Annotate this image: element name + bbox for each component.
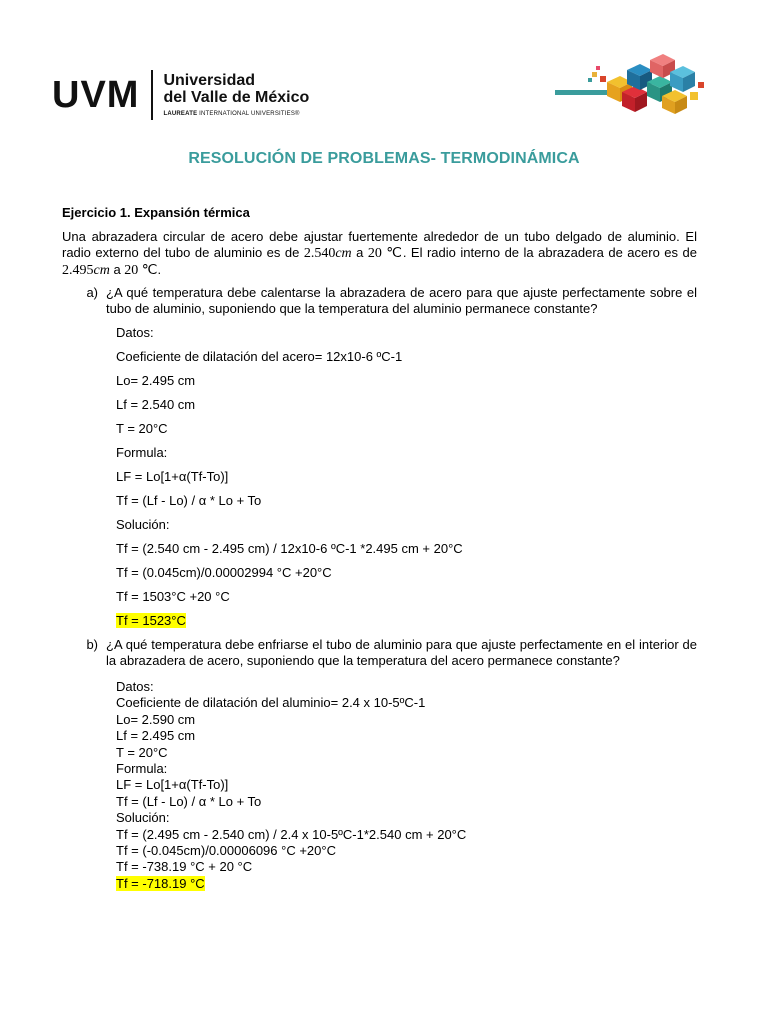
intro-text-1: Una abrazadera circular de acero debe ajustar fuertemente alrededor de un tubo delgado de aluminio. El radio externo del tubo de aluminio es de: [62, 229, 697, 260]
question-b-text: ¿A qué temperatura debe enfriarse el tubo de aluminio para que ajuste perfectamente en el interior de la abrazadera de acero, suponiendo que la temperatura del acero permanece constante?: [106, 637, 697, 668]
question-b: [62, 637, 697, 669]
document-body: [62, 205, 697, 892]
answer-a-line: Lf = 2.540 cm: [116, 397, 196, 412]
answer-a-line: Tf = 1503°C +20 °C: [116, 589, 230, 604]
exercise-intro: [62, 229, 697, 279]
intro-a-2: a: [109, 262, 125, 277]
logo-line-1: Universidad: [163, 71, 256, 89]
logo-laureate: LAUREATE: [163, 110, 198, 117]
answer-a-line: Lo= 2.495 cm: [116, 373, 196, 388]
uvm-logo-text: [163, 72, 309, 119]
logo-divider: [151, 70, 153, 120]
answer-b-line: Datos:: [116, 679, 154, 694]
answer-b-line: Tf = (-0.045cm)/0.00006096 °C +20°C: [116, 842, 336, 858]
answer-b-line: Tf = (Lf - Lo) / α * Lo + To: [116, 793, 262, 809]
decorative-cubes-graphic: [552, 52, 712, 122]
intro-temp-2: 20 ℃: [124, 263, 158, 278]
answer-a-line: T = 20°C: [116, 421, 168, 436]
logo-line-2: del Valle de México: [163, 88, 310, 106]
answer-b-line: Coeficiente de dilatación del aluminio= 2.4 x 10-5ºC-1: [116, 695, 426, 711]
answer-b-line: Lo= 2.590 cm: [116, 711, 196, 727]
uvm-logo: [52, 70, 309, 120]
intro-end: .: [157, 262, 162, 277]
answer-b-line: Formula:: [116, 760, 168, 776]
question-b-label: b): [86, 637, 98, 652]
exercise-heading: Ejercicio 1. Expansión térmica: [62, 205, 250, 220]
answer-b-line: LF = Lo[1+α(Tf-To)]: [116, 777, 229, 793]
answer-a-line: Tf = (0.045cm)/0.00002994 °C +20°C: [116, 565, 332, 580]
intro-text-2: . El radio interno de la abrazadera de acero es de: [402, 245, 697, 260]
question-a-label: a): [86, 285, 98, 300]
answer-a-line: Tf = (Lf - Lo) / α * Lo + To: [116, 493, 262, 508]
intro-a-1: a: [351, 245, 368, 260]
logo-line-3: [163, 109, 309, 119]
answer-b-result: Tf = -718.19 °C: [116, 875, 205, 891]
intro-value-1: 2.540: [303, 246, 336, 261]
answer-b-line: Tf = (2.495 cm - 2.540 cm) / 2.4 x 10-5ºC-1*2.540 cm + 20°C: [116, 826, 467, 842]
intro-value-2: 2.495: [62, 263, 94, 278]
answer-a-line: LF = Lo[1+α(Tf-To)]: [116, 469, 229, 484]
intro-unit-1: cm: [335, 246, 352, 261]
answer-a-line: Formula:: [116, 445, 168, 460]
intro-temp-1: 20 ℃: [367, 246, 403, 261]
page-header: [0, 0, 768, 130]
answer-a-line: Tf = (2.540 cm - 2.495 cm) / 12x10-6 ºC-1 *2.495 cm + 20°C: [116, 541, 463, 556]
answer-b-line: Lf = 2.495 cm: [116, 728, 196, 744]
question-a: [62, 285, 697, 317]
question-a-text: ¿A qué temperatura debe calentarse la abrazadera de acero para que ajuste perfectamente sobre el tubo de aluminio, suponiendo que la temperatura del aluminio permanece constante?: [106, 285, 697, 316]
answer-a: [116, 325, 697, 629]
answer-b-line: Solución:: [116, 810, 170, 826]
answer-b-line: T = 20°C: [116, 744, 168, 760]
intro-unit-2: cm: [93, 263, 110, 278]
answer-a-line: Datos:: [116, 325, 154, 340]
answer-a-result-line: [116, 613, 697, 629]
answer-a-result: Tf = 1523°C: [116, 613, 186, 628]
answer-a-line: Coeficiente de dilatación del acero= 12x10-6 ºC-1: [116, 349, 403, 364]
answer-b-line: Tf = -738.19 °C + 20 °C: [116, 859, 253, 875]
logo-international: INTERNATIONAL UNIVERSITIES®: [197, 110, 300, 117]
answer-a-line: Solución:: [116, 517, 170, 532]
uvm-logo-mark: UVM: [52, 74, 140, 116]
answer-b: [116, 679, 697, 892]
page-title: RESOLUCIÓN DE PROBLEMAS- TERMODINÁMICA: [188, 150, 580, 167]
answer-b-result-line: [116, 876, 697, 892]
